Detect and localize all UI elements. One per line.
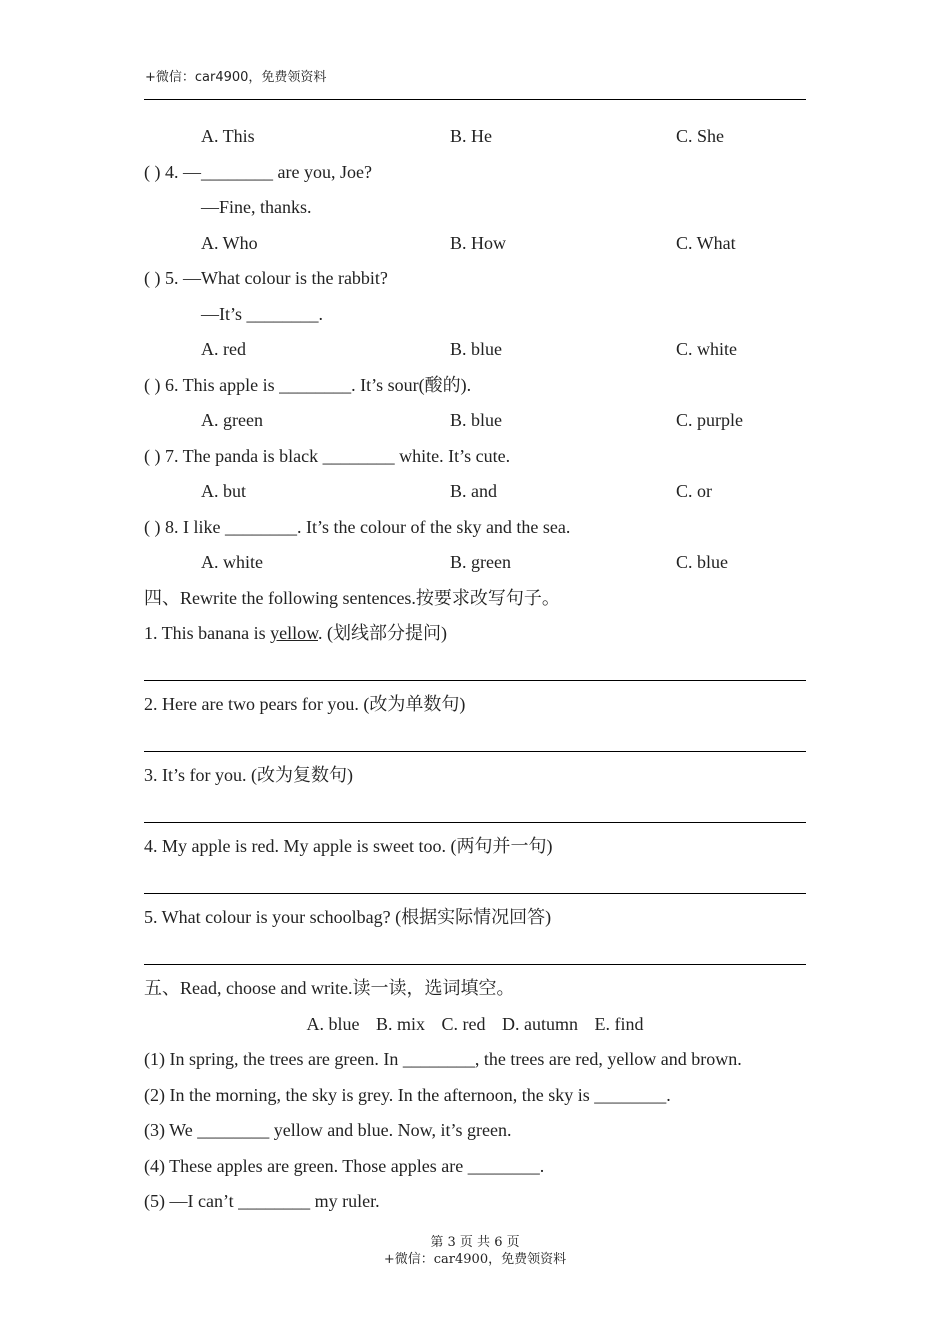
fill-item-1: (1) In spring, the trees are green. In ________, the trees are red, yellow and brown. (144, 1049, 742, 1069)
answer-line-4[interactable] (144, 865, 806, 901)
rewrite-sentence-3: 3. It’s for you. (改为复数句) (144, 765, 353, 785)
q4-option-a: A. Who (201, 232, 258, 253)
word-bank-item: B. mix (375, 1013, 425, 1034)
q8-stem: ( ) 8. I like ________. It’s the colour of the sky and the sea. (144, 516, 571, 537)
q5-options (144, 332, 806, 368)
answer-line-1[interactable] (144, 652, 806, 688)
q3-option-a: A. This (201, 126, 255, 146)
q6-option-a: A. green (201, 410, 263, 430)
q7-options (144, 474, 806, 510)
page-number: 第 3 页 共 6 页 (430, 1235, 520, 1250)
word-bank-item: D. autumn (502, 1013, 578, 1034)
q4-option-c: C. What (676, 232, 736, 253)
q6-option-b: B. blue (450, 410, 502, 430)
q5-reply: —It’s ________. (201, 303, 324, 324)
fill-item-2: (2) In the morning, the sky is grey. In the afternoon, the sky is ________. (144, 1084, 671, 1105)
q8-option-c: C. blue (676, 552, 728, 572)
q4-option-b: B. How (450, 232, 507, 253)
q4-stem: ( ) 4. —________ are you, Joe? (144, 161, 372, 182)
q4-options (144, 226, 806, 262)
header-rule (144, 99, 806, 100)
rewrite-sentence-1 (144, 616, 806, 652)
q8-option-b: B. green (450, 552, 511, 572)
q8-option-a: A. white (201, 552, 263, 572)
answer-line-3[interactable] (144, 794, 806, 830)
rewrite-1-underlined: yellow (270, 623, 318, 643)
q6-option-c: C. purple (676, 410, 743, 430)
section5-title: 五、Read, choose and write.读一读，选词填空。 (144, 978, 515, 998)
q3-options (144, 119, 806, 155)
q5-option-b: B. blue (450, 339, 502, 359)
q7-option-a: A. but (201, 481, 246, 501)
word-bank (144, 1007, 806, 1043)
rewrite-1-pre: 1. This banana is (144, 623, 271, 643)
q6-options (144, 403, 806, 439)
q5-option-c: C. white (676, 339, 737, 359)
q5-option-a: A. red (201, 339, 246, 359)
fill-item-3: (3) We ________ yellow and blue. Now, it’s green. (144, 1120, 512, 1140)
q4-reply: —Fine, thanks. (201, 197, 312, 217)
fill-item-4: (4) These apples are green. Those apples are ________. (144, 1155, 545, 1176)
rewrite-sentence-4: 4. My apple is red. My apple is sweet too. (两句并一句) (144, 836, 553, 856)
header-watermark: +微信：car4900，免费领资料 (145, 70, 327, 85)
rewrite-1-post: . (划线部分提问) (317, 623, 447, 643)
q6-stem: ( ) 6. This apple is ________. It’s sour(酸的). (144, 374, 472, 395)
fill-item-5: (5) —I can’t ________ my ruler. (144, 1191, 380, 1211)
answer-line-2[interactable] (144, 723, 806, 759)
q7-option-b: B. and (450, 481, 497, 501)
section4-title: 四、Rewrite the following sentences.按要求改写句子。 (144, 587, 560, 608)
q5-stem: ( ) 5. —What colour is the rabbit? (144, 268, 388, 288)
q7-stem: ( ) 7. The panda is black ________ white. It’s cute. (144, 445, 511, 466)
rewrite-sentence-2: 2. Here are two pears for you. (改为单数句) (144, 694, 466, 714)
worksheet-content (144, 119, 806, 1220)
q3-option-c: C. She (676, 126, 725, 146)
rewrite-sentence-5: 5. What colour is your schoolbag? (根据实际情况回答) (144, 907, 552, 927)
footer-watermark: +微信：car4900，免费领资料 (383, 1252, 567, 1267)
q8-options (144, 545, 806, 581)
answer-line-5[interactable] (144, 936, 806, 972)
q3-option-b: B. He (450, 126, 492, 146)
word-bank-item: C. red (441, 1013, 486, 1034)
word-bank-item: E. find (594, 1013, 644, 1034)
word-bank-item: A. blue (306, 1013, 360, 1034)
q7-option-c: C. or (676, 481, 712, 501)
